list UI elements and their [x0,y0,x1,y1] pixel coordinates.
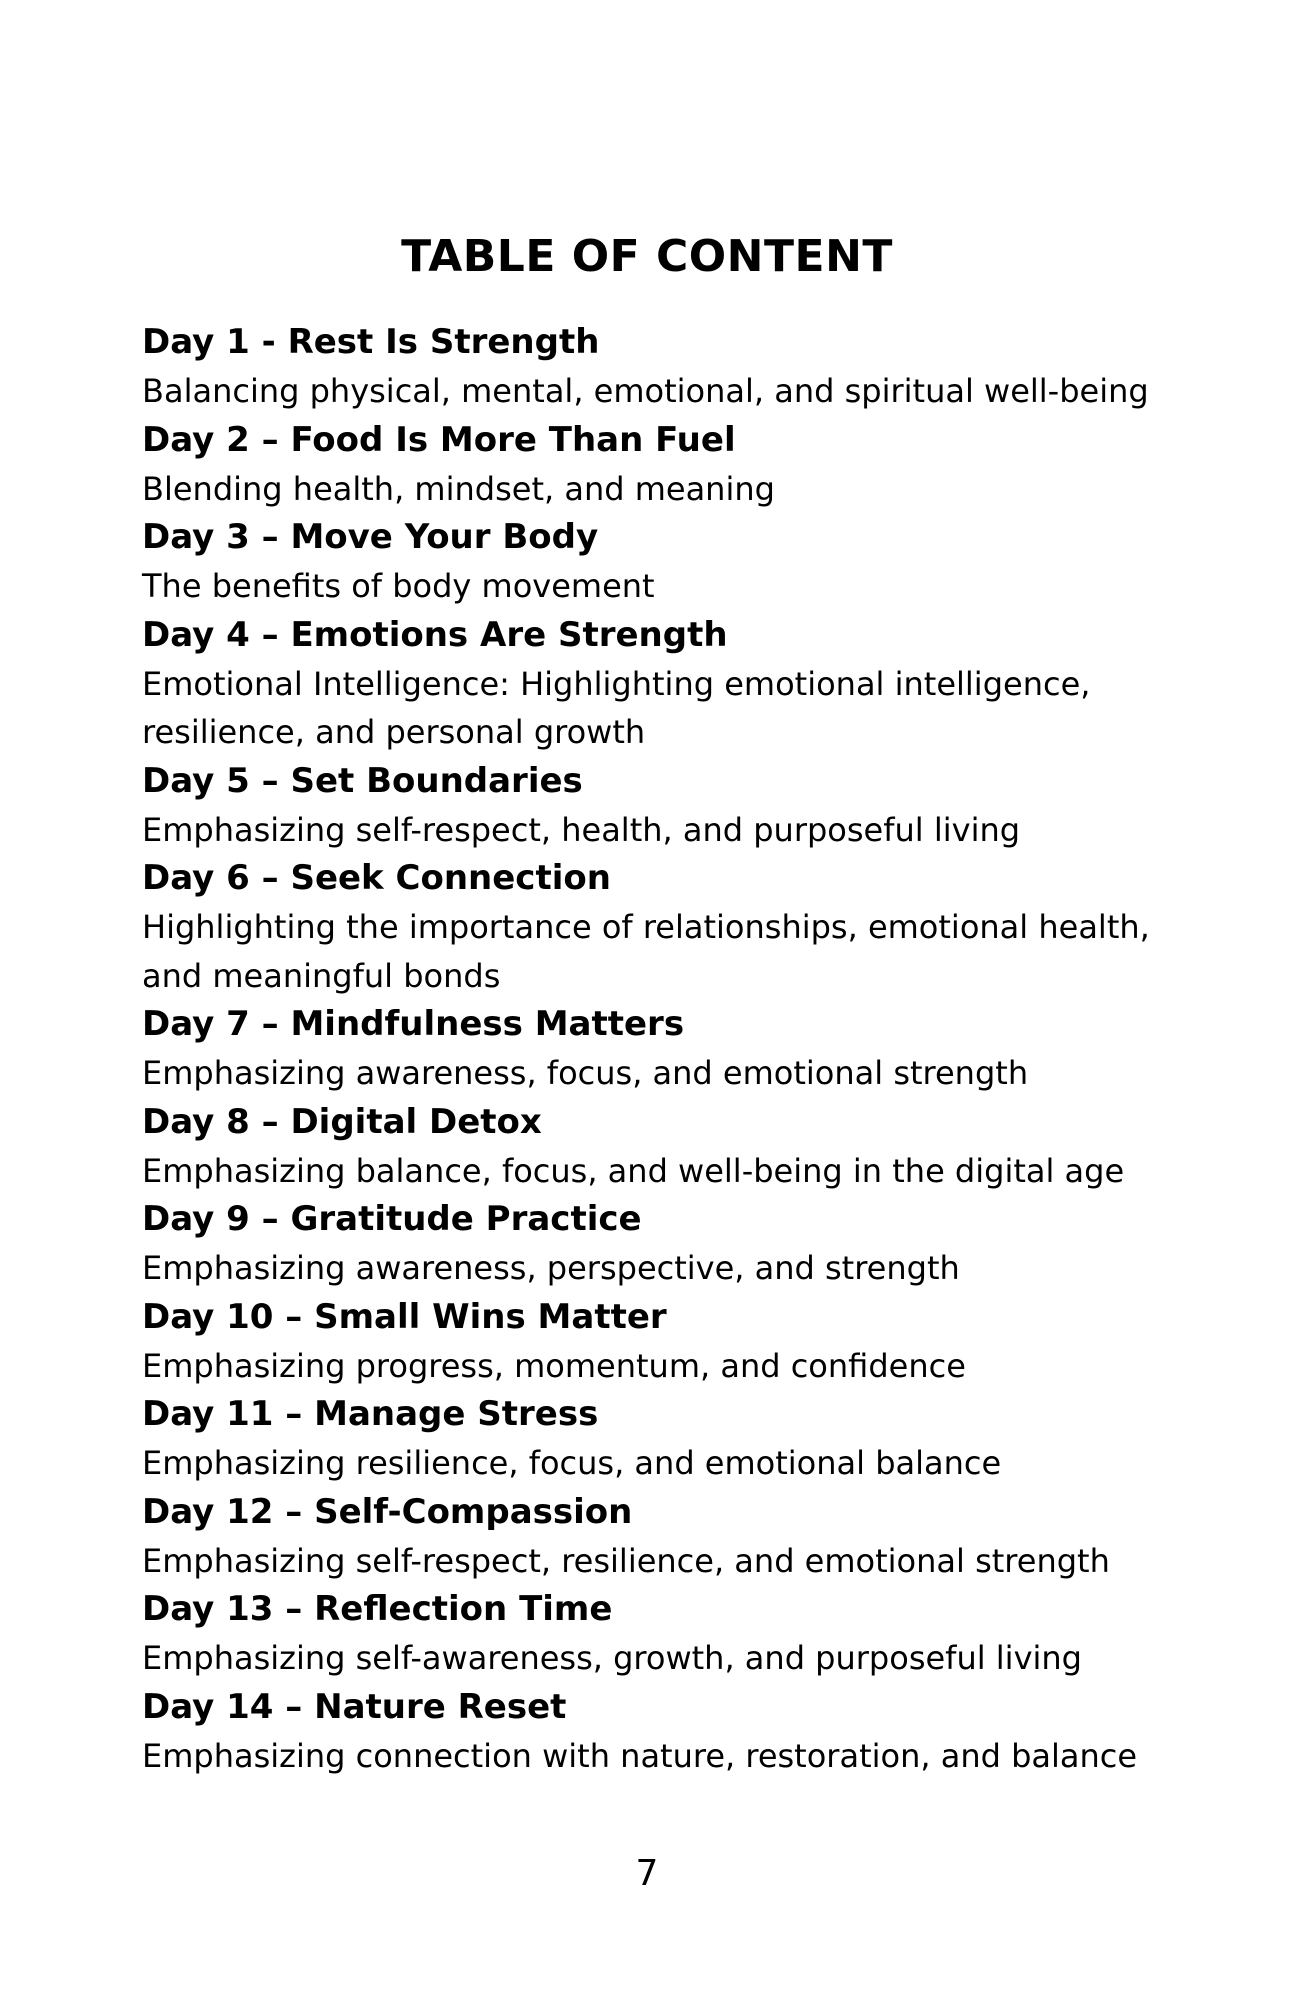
entry-title: Day 4 – Emotions Are Strength [142,614,728,655]
entry-description: Highlighting the importance of relationships, emotional health, and meaningful bonds [142,908,1150,995]
entry-description: The benefits of body movement [142,567,655,605]
entry-title: Day 12 – Self-Compassion [142,1491,633,1532]
entry-title: Day 10 – Small Wins Matter [142,1296,667,1337]
entry-description: Blending health, mindset, and meaning [142,469,775,508]
entry-title: Day 1 - Rest Is Strength [142,322,600,362]
entry-title: Day 3 – Move Your Body [142,517,599,557]
toc-entry-day-10[interactable] [142,1293,1152,1391]
page-number: 7 [635,1853,659,1894]
toc-entry-day-2[interactable] [142,416,1152,514]
toc-entry-day-12[interactable] [142,1488,1152,1586]
toc-entry-day-9[interactable] [142,1195,1152,1293]
toc-entry-day-14[interactable] [142,1683,1152,1781]
toc-entry-day-3[interactable] [142,513,1152,611]
entry-title: Day 11 – Manage Stress [142,1394,599,1434]
entry-title: Day 14 – Nature Reset [142,1686,567,1727]
entry-description: Balancing physical, mental, emotional, and spiritual well-being [142,372,1149,410]
toc-entry-day-1[interactable] [142,318,1152,416]
toc-entry-day-8[interactable] [142,1098,1152,1196]
entry-title: Day 8 – Digital Detox [142,1101,542,1142]
entry-title: Day 9 – Gratitude Practice [142,1199,642,1239]
entry-description: Emphasizing awareness, perspective, and strength [142,1249,960,1287]
entry-description: Emphasizing balance, focus, and well-being in the digital age [142,1151,1125,1190]
entry-description: Emphasizing connection with nature, restoration, and balance [142,1736,1138,1775]
entry-description: Emphasizing progress, momentum, and confidence [142,1346,966,1385]
entry-description: Emphasizing self-awareness, growth, and purposeful living [142,1639,1082,1677]
toc-entry-day-13[interactable] [142,1585,1152,1683]
toc-entry-day-11[interactable] [142,1390,1152,1488]
entry-title: Day 6 – Seek Connection [142,858,611,898]
entry-title: Day 5 – Set Boundaries [142,760,583,801]
toc-entry-day-6[interactable] [142,854,1152,1000]
toc-entry-day-7[interactable] [142,1000,1152,1098]
toc-entry-day-5[interactable] [142,757,1152,855]
toc-entry-day-4[interactable] [142,611,1152,757]
entry-title: Day 7 – Mindfulness Matters [142,1004,685,1044]
entry-title: Day 2 – Food Is More Than Fuel [142,419,736,460]
entry-description: Emphasizing self-respect, health, and purposeful living [142,810,1021,849]
entry-description: Emotional Intelligence: Highlighting emotional intelligence, resilience, and personal growth [142,664,1091,751]
entry-description: Emphasizing awareness, focus, and emotional strength [142,1054,1029,1092]
entry-description: Emphasizing resilience, focus, and emotional balance [142,1444,1002,1482]
entry-title: Day 13 – Reflection Time [142,1589,613,1629]
entry-description: Emphasizing self-respect, resilience, and emotional strength [142,1541,1110,1580]
page-title: TABLE OF CONTENT [401,231,893,283]
table-of-contents [142,318,1152,1780]
